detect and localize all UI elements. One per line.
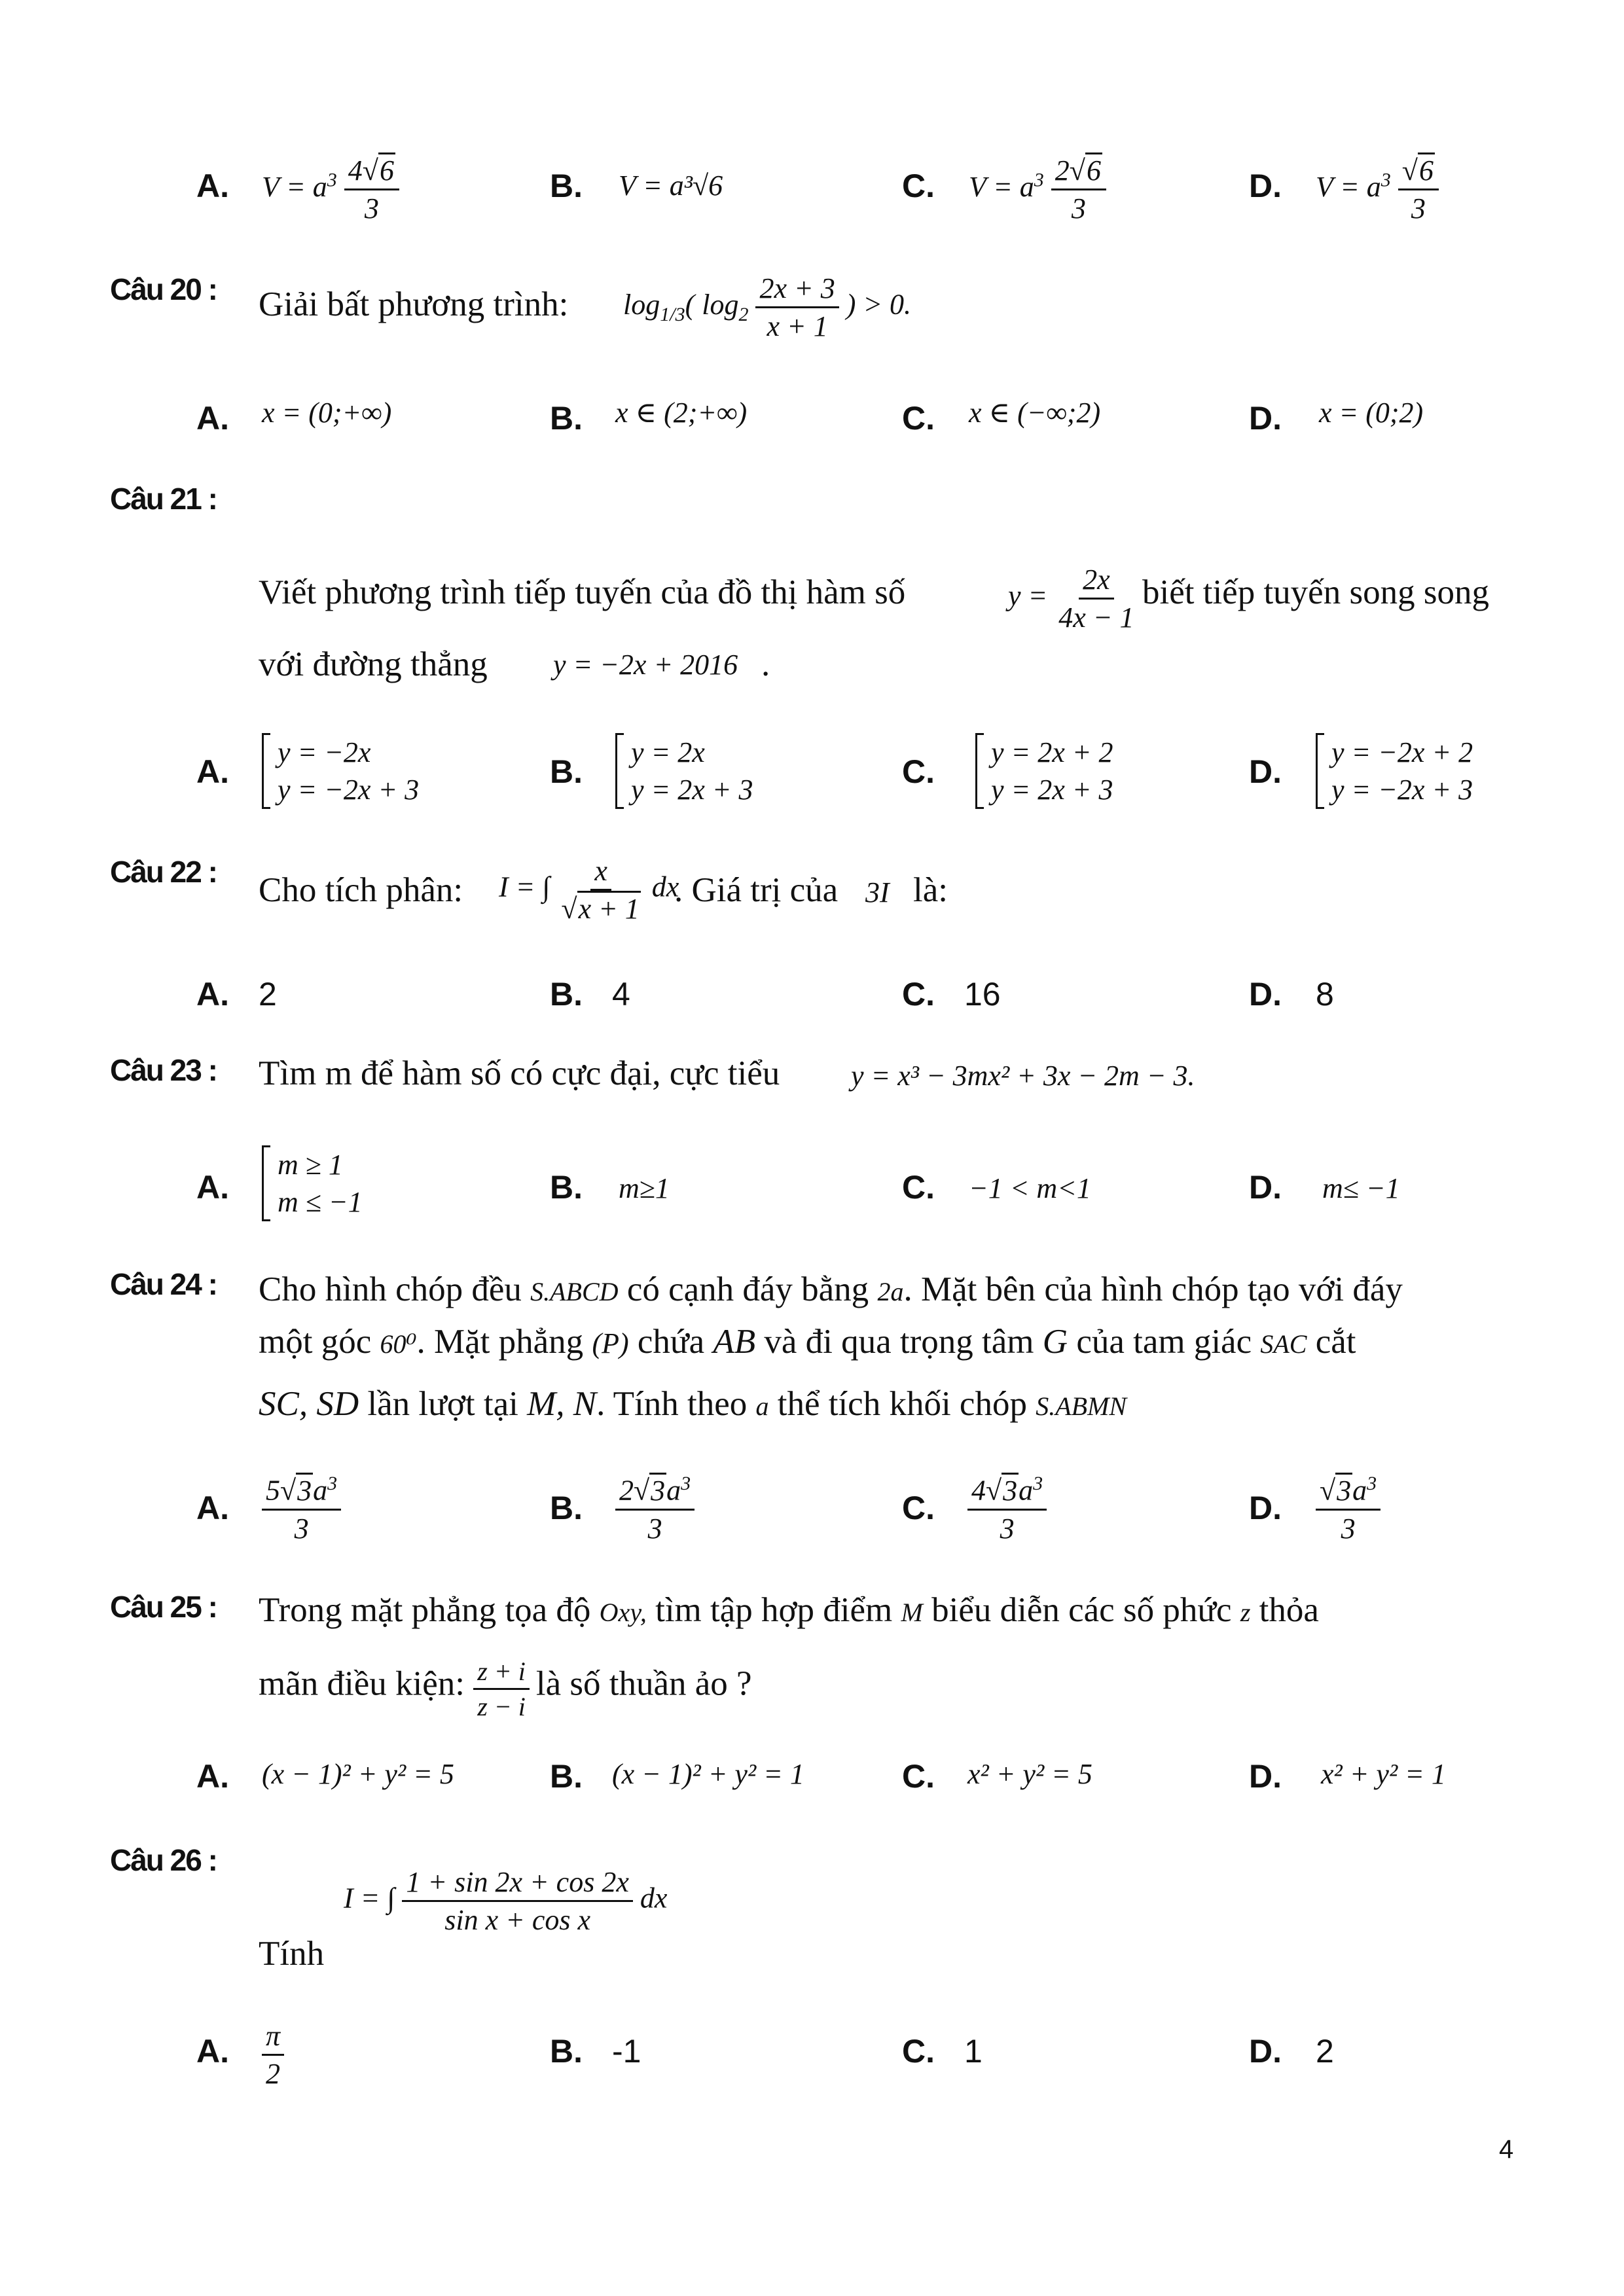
q21-option-d-label: D. bbox=[1249, 753, 1282, 790]
q20-option-d: x = (0;2) bbox=[1319, 397, 1424, 429]
q24-option-c-label: C. bbox=[902, 1490, 935, 1526]
q24-option-c: $\frac{4√3a^3}{3}$ bbox=[967, 1473, 1047, 1545]
q19-option-c: $V = a^3$ $\frac{2√6}{3}$ bbox=[969, 154, 1106, 225]
q22-value: 3I bbox=[865, 876, 890, 908]
q20-option-c: x ∈ (−∞;2) bbox=[969, 397, 1101, 429]
q22-option-b: 4 bbox=[612, 976, 630, 1013]
q21-text-1: Viết phương trình tiếp tuyến của đồ thị hàm số bbox=[259, 573, 906, 611]
q23-option-c-label: C. bbox=[902, 1169, 935, 1206]
q19-option-b-label: B. bbox=[550, 168, 583, 204]
q21-text-2: biết tiếp tuyến song song bbox=[1142, 573, 1489, 611]
q26-option-a-label: A. bbox=[196, 2033, 229, 2070]
q26-label: Câu 26 : bbox=[110, 1843, 217, 1877]
q26-option-c: 1 bbox=[964, 2033, 983, 2070]
q24-line-2: một góc 60⁰. Mặt phẳng (P) chứa AB và đi qua trọng tâm G của tam giác SAC cắt bbox=[259, 1323, 1356, 1361]
q26-option-a: $\frac{\pi}{2}$ bbox=[262, 2019, 284, 2090]
q23-option-b: m≥1 bbox=[619, 1172, 670, 1204]
q20-option-b-label: B. bbox=[550, 400, 583, 437]
q23-option-a: m ≥ 1 m ≤ −1 bbox=[262, 1145, 363, 1221]
q21-option-a: y = −2x y = −2x + 3 bbox=[262, 733, 419, 809]
q25-option-d: x² + y² = 1 bbox=[1321, 1758, 1446, 1790]
q21-option-c-label: C. bbox=[902, 753, 935, 790]
q21-text-4: . bbox=[761, 645, 770, 683]
q26-option-d: 2 bbox=[1316, 2033, 1334, 2070]
q22-text-3: là: bbox=[913, 871, 948, 909]
q24-option-d: $\frac{√3a^3}{3}$ bbox=[1316, 1473, 1380, 1545]
q25-option-a-label: A. bbox=[196, 1758, 229, 1795]
q25-option-c-label: C. bbox=[902, 1758, 935, 1795]
q21-text-3: với đường thẳng bbox=[259, 645, 488, 683]
q22-option-a-label: A. bbox=[196, 976, 229, 1013]
q26-option-b: -1 bbox=[612, 2033, 641, 2070]
q25-option-c: x² + y² = 5 bbox=[967, 1758, 1092, 1790]
q25-option-b: (x − 1)² + y² = 1 bbox=[612, 1758, 804, 1790]
q20-option-c-label: C. bbox=[902, 400, 935, 437]
q24-option-b: $\frac{2√3a^3}{3}$ bbox=[615, 1473, 695, 1545]
q22-option-b-label: B. bbox=[550, 976, 583, 1013]
q20-expression: $\log_{1/3}$( $\log_2$ $\frac{2x + 3}{x + 1}$ ) > 0. bbox=[623, 272, 912, 342]
q21-option-b-label: B. bbox=[550, 753, 583, 790]
q19-option-b: V = a³√6 bbox=[619, 170, 723, 202]
page-number: 4 bbox=[1499, 2135, 1514, 2164]
q20-option-a-label: A. bbox=[196, 400, 229, 437]
q24-line-3: SC, SD lần lượt tại M, N. Tính theo a thể tích khối chóp S.ABMN bbox=[259, 1385, 1127, 1423]
q23-option-d-label: D. bbox=[1249, 1169, 1282, 1206]
q22-text-1: Cho tích phân: bbox=[259, 871, 463, 909]
q21-line: y = −2x + 2016 bbox=[553, 649, 738, 681]
q26-option-b-label: B. bbox=[550, 2033, 583, 2070]
q23-option-b-label: B. bbox=[550, 1169, 583, 1206]
q24-option-b-label: B. bbox=[550, 1490, 583, 1526]
q19-option-a-label: A. bbox=[196, 168, 229, 204]
q25-line-1: Trong mặt phẳng tọa độ Oxy, tìm tập hợp điểm M biểu diễn các số phức z thỏa bbox=[259, 1591, 1319, 1629]
q21-option-a-label: A. bbox=[196, 753, 229, 790]
q19-option-c-label: C. bbox=[902, 168, 935, 204]
q22-integral: I = ∫ $\frac{x}{√x + 1}$ dx bbox=[499, 855, 679, 925]
q23-function: y = x³ − 3mx² + 3x − 2m − 3. bbox=[851, 1060, 1195, 1092]
q25-option-b-label: B. bbox=[550, 1758, 583, 1795]
q23-option-d: m≤ −1 bbox=[1322, 1172, 1400, 1204]
q26-option-c-label: C. bbox=[902, 2033, 935, 2070]
q20-label: Câu 20 : bbox=[110, 272, 217, 306]
q23-option-a-label: A. bbox=[196, 1169, 229, 1206]
q21-label: Câu 21 : bbox=[110, 482, 217, 516]
q25-label: Câu 25 : bbox=[110, 1590, 217, 1624]
q24-option-a: $\frac{5√3a^3}{3}$ bbox=[262, 1473, 341, 1545]
q26-integral: I = ∫ $\frac{1 + \sin 2x + \cos 2x}{\text{sin x + cos x}}$ dx bbox=[344, 1866, 668, 1936]
q21-option-c: y = 2x + 2 y = 2x + 3 bbox=[975, 733, 1113, 809]
q22-option-c: 16 bbox=[964, 976, 1001, 1013]
q26-option-d-label: D. bbox=[1249, 2033, 1282, 2070]
q26-text: Tính bbox=[259, 1935, 325, 1973]
q19-option-d: $V = a^3$ $\frac{√6}{3}$ bbox=[1316, 154, 1439, 225]
q20-text: Giải bất phương trình: bbox=[259, 285, 569, 323]
q22-label: Câu 22 : bbox=[110, 855, 217, 889]
q22-option-a: 2 bbox=[259, 976, 277, 1013]
q24-option-a-label: A. bbox=[196, 1490, 229, 1526]
q19-option-a: $V = a^3$ $\frac{4√6}{3}$ bbox=[262, 154, 399, 225]
q20-option-b: x ∈ (2;+∞) bbox=[615, 397, 748, 429]
q23-label: Câu 23 : bbox=[110, 1053, 217, 1087]
q19-option-d-label: D. bbox=[1249, 168, 1282, 204]
q23-option-c: −1 < m<1 bbox=[969, 1172, 1091, 1204]
q23-text: Tìm m để hàm số có cực đại, cực tiểu bbox=[259, 1054, 780, 1092]
q25-option-d-label: D. bbox=[1249, 1758, 1282, 1795]
q21-function: y = $\frac{2x}{4x - 1}$ bbox=[1008, 564, 1134, 634]
q24-option-d-label: D. bbox=[1249, 1490, 1282, 1526]
q22-text-2: . Giá trị của bbox=[674, 871, 839, 909]
q24-label: Câu 24 : bbox=[110, 1267, 217, 1301]
q25-line-2: mãn điều kiện: $\frac{z + i}{z - i}$ là số thuần ảo ? bbox=[259, 1657, 752, 1721]
q24-line-1: Cho hình chóp đều S.ABCD có cạnh đáy bằng 2a. Mặt bên của hình chóp tạo với đáy bbox=[259, 1270, 1403, 1308]
q21-option-b: y = 2x y = 2x + 3 bbox=[615, 733, 753, 809]
q22-option-d-label: D. bbox=[1249, 976, 1282, 1013]
q22-option-d: 8 bbox=[1316, 976, 1334, 1013]
q22-option-c-label: C. bbox=[902, 976, 935, 1013]
q20-option-a: x = (0;+∞) bbox=[262, 397, 392, 429]
q21-option-d: y = −2x + 2 y = −2x + 3 bbox=[1316, 733, 1473, 809]
q20-option-d-label: D. bbox=[1249, 400, 1282, 437]
q25-option-a: (x − 1)² + y² = 5 bbox=[262, 1758, 454, 1790]
